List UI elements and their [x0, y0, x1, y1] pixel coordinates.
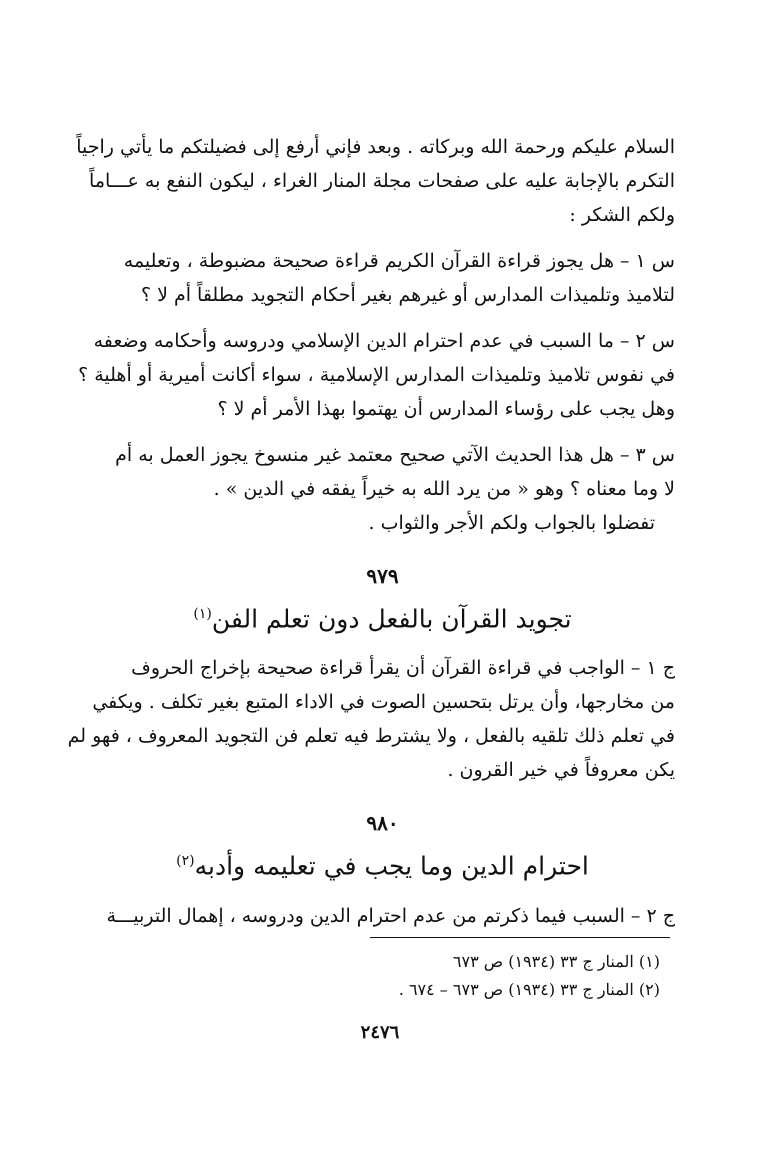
section-number-980: ٩٨٠: [366, 811, 399, 836]
text-line: لا وما معناه ؟ وهو « من يرد الله به خيراً يفقه في الدين » .: [213, 478, 675, 500]
footnote-marker: (١): [193, 606, 212, 622]
text-line: يكن معروفاً في خير القرون .: [447, 759, 675, 782]
question-2: [78, 324, 675, 426]
footnote-marker: (٢): [176, 853, 195, 870]
text-line: لتلاميذ وتلميذات المدارس أو غيرهم بغير أحكام التجويد مطلقاً أم لا ؟: [140, 284, 675, 306]
section-title-980: [90, 841, 675, 886]
question-3: [90, 438, 675, 540]
text-line: التكرم بالإجابة عليه على صفحات مجلة المنار الغراء ، ليكون النفع به عـــاماً: [89, 170, 675, 192]
text-line: س ٢ – ما السبب في عدم احترام الدين الإسلامي ودروسه وأحكامه وضعفه: [93, 330, 675, 352]
answer-1: [67, 651, 675, 787]
text-line: ج ١ – الواجب في قراءة القرآن أن يقرأ قراءة صحيحة بإخراج الحروف: [131, 657, 675, 680]
text-line: من مخارجها، وأن يرتل بتحسين الصوت في الاداء المتبع بغير تكلف . ويكفي: [92, 691, 675, 714]
page-body: [67, 130, 675, 933]
section-number-979: ٩٧٩: [366, 564, 399, 588]
intro-paragraph: [76, 130, 675, 232]
closing-line: تفضلوا بالجواب ولكم الأجر والثواب .: [368, 512, 655, 534]
section-title-text: تجويد القرآن بالفعل دون تعلم الفن: [211, 604, 572, 634]
text-line: وهل يجب على رؤساء المدارس أن يهتموا بهذا الأمر أم لا ؟: [217, 398, 675, 420]
answer-2: [90, 899, 675, 933]
question-1: [90, 244, 675, 312]
text-line: س ١ – هل يجوز قراءة القرآن الكريم قراءة صحيحة مضبوطة ، وتعليمه: [123, 250, 675, 272]
page-number: ٢٤٧٦: [360, 1022, 400, 1043]
text-line: ج ٢ – السبب فيما ذكرتم من عدم احترام الدين ودروسه ، إهمال التربيـــة: [106, 904, 675, 927]
section-title-979: [90, 594, 675, 639]
text-line: ولكم الشكر :: [569, 204, 675, 226]
text-line: السلام عليكم ورحمة الله وبركاته . وبعد فإني أرفع إلى فضيلتكم ما يأتي راجياً: [76, 136, 675, 158]
footnote-2: (٢) المنار ج ٣٣ (١٩٣٤) ص ٦٧٣ – ٦٧٤ .: [398, 980, 660, 999]
footnotes: [399, 948, 660, 1004]
text-line: في نفوس تلاميذ وتلميذات المدارس الإسلامية ، سواء أكانت أميرية أو أهلية ؟: [78, 364, 675, 386]
footnote-1: (١) المنار ج ٣٣ (١٩٣٤) ص ٦٧٣: [452, 952, 660, 971]
section-title-text: احترام الدين وما يجب في تعليمه وأدبه: [194, 851, 589, 881]
footnote-divider: [370, 937, 670, 938]
text-line: في تعلم ذلك تلقيه بالفعل ، ولا يشترط فيه تعلم فن التجويد المعروف ، فهو لم: [67, 725, 675, 748]
text-line: س ٣ – هل هذا الحديث الآتي صحيح معتمد غير منسوخ يجوز العمل به أم: [115, 444, 675, 466]
